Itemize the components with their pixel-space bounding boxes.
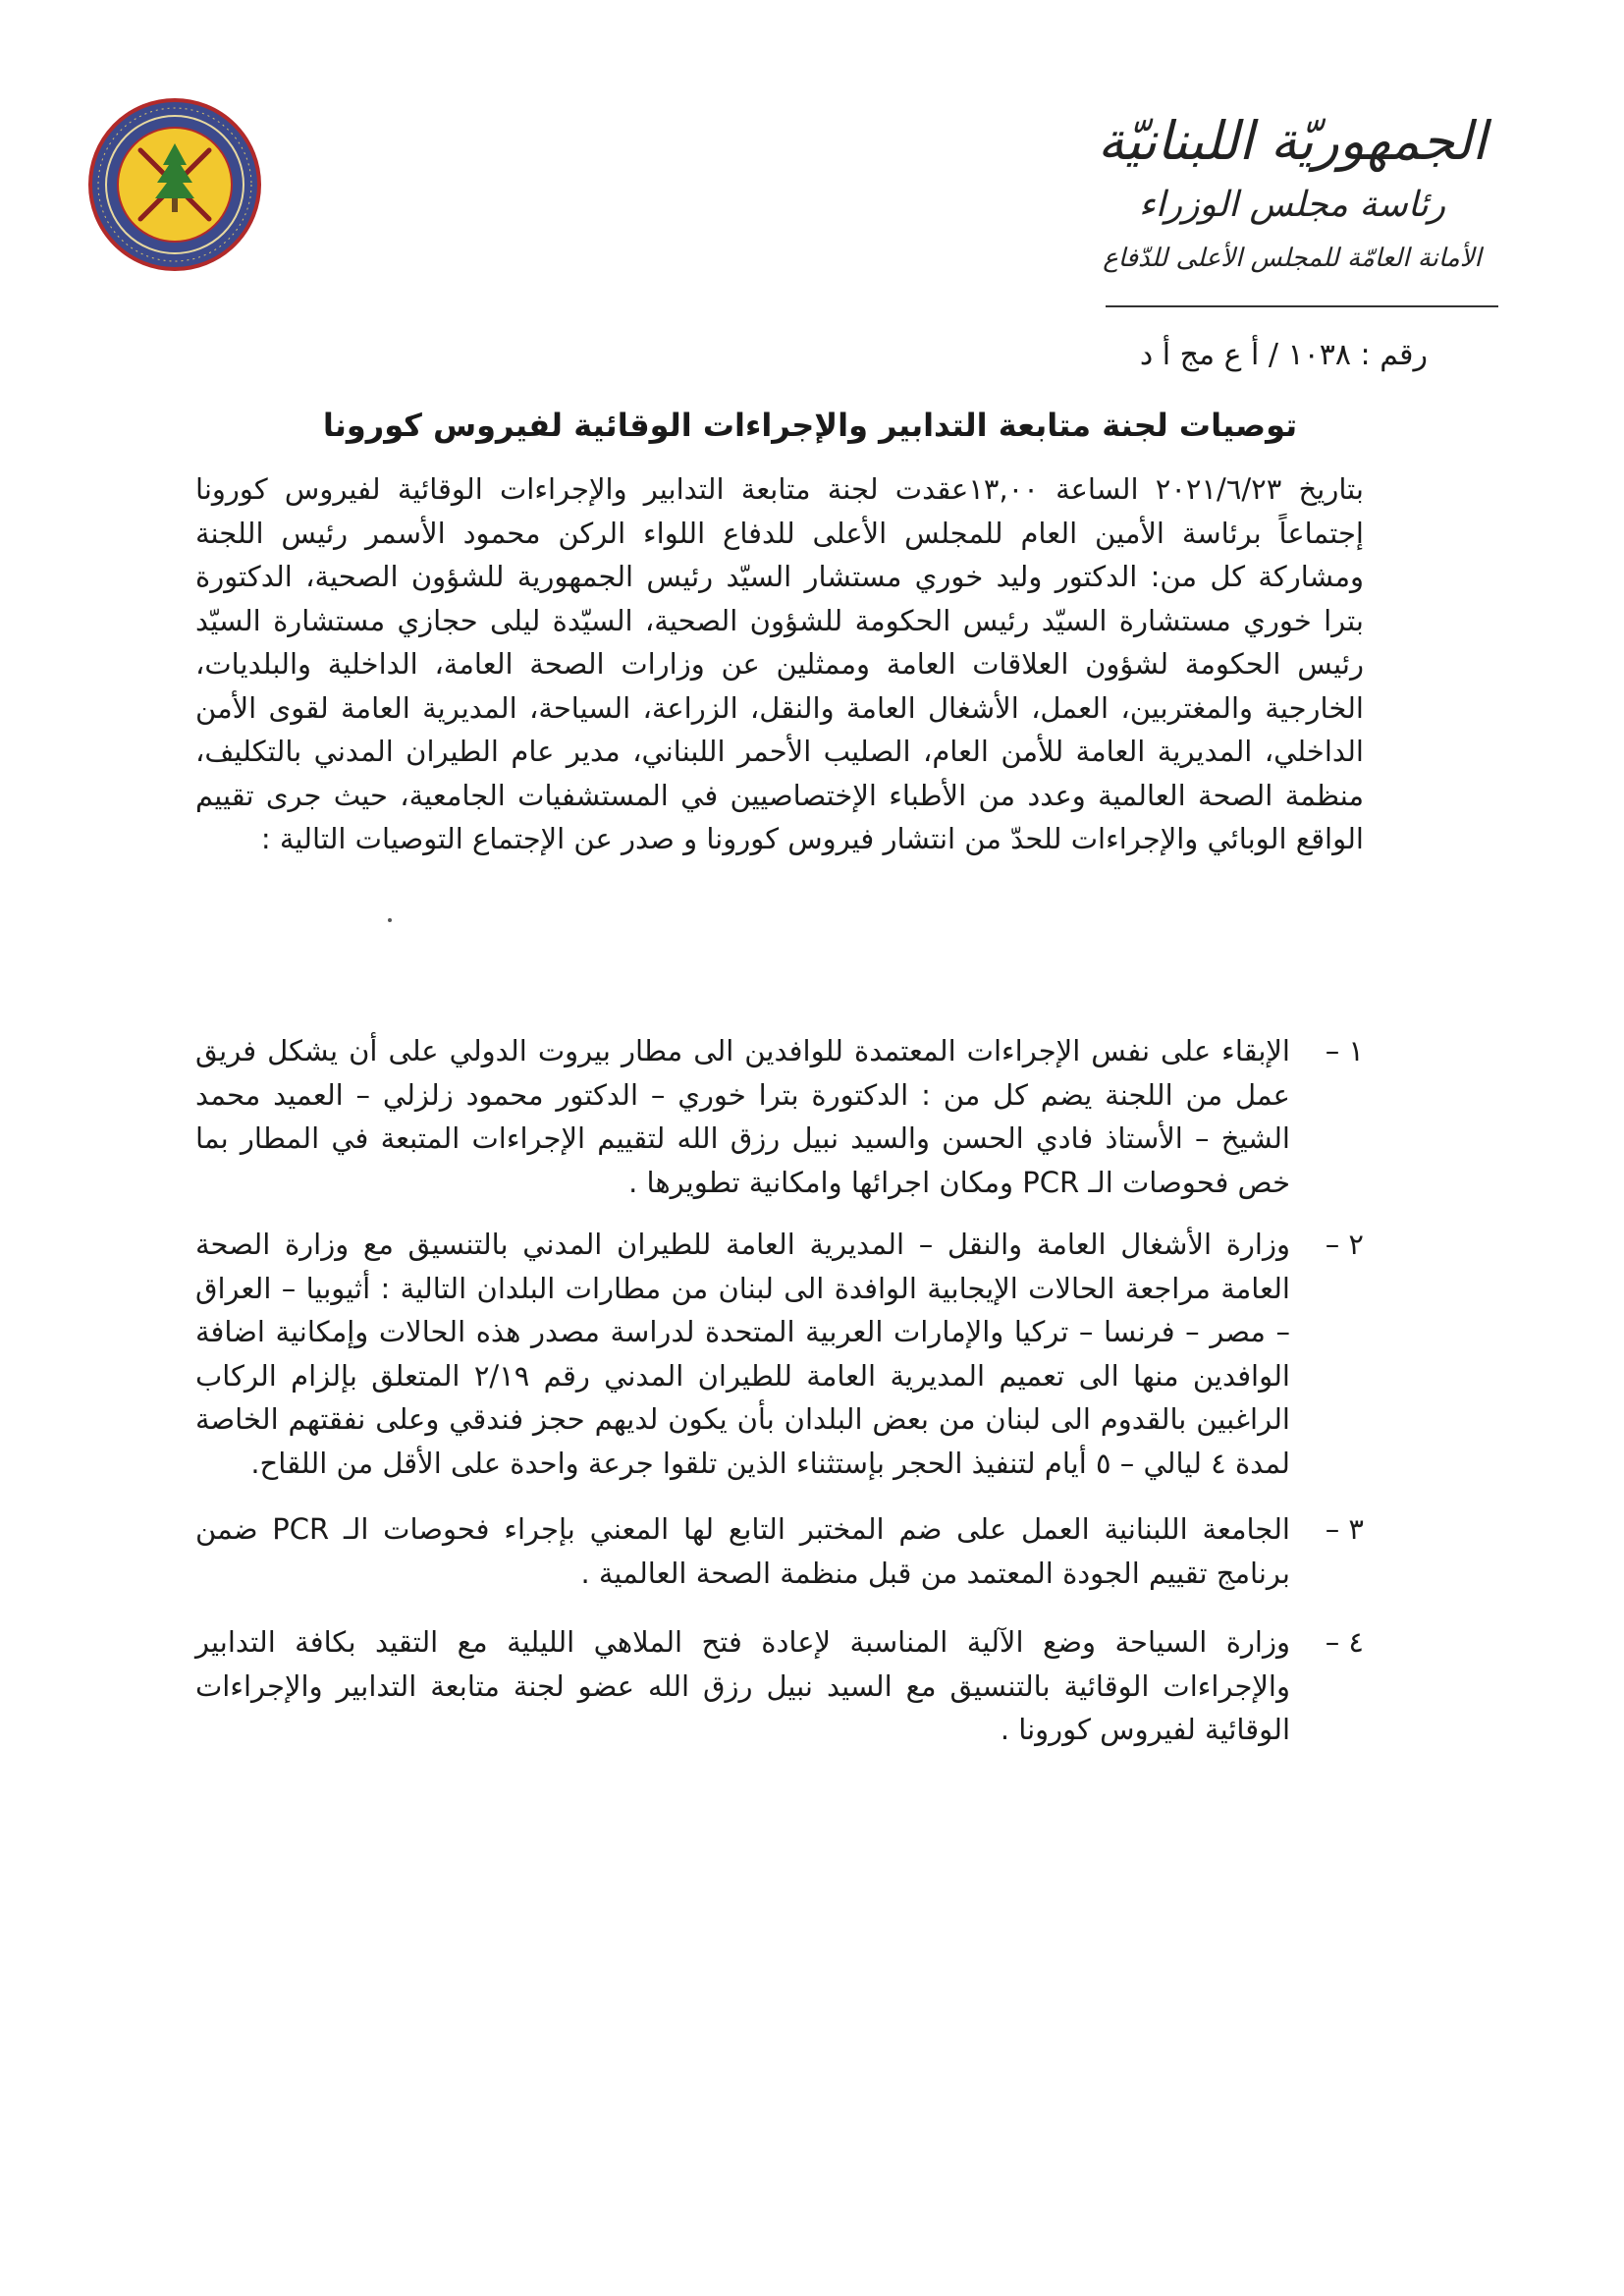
recommendation-text: الإبقاء على نفس الإجراءات المعتمدة للوافدين الى مطار بيروت الدولي على أن يشكل فريق عمل من اللجنة يضم كل من : الدكتورة بترا خوري – الدكتور محمود زلزلي – العميد محمد الشيخ – الأستاذ فادي الحسن والسيد نبيل رزق الله لتقييم الإجراءات المتبعة في المطار بما خص فحوصات الـ PCR ومكان اجرائها وامكانية تطويرها . [195,1034,1290,1199]
letterhead-divider [1106,305,1498,307]
letterhead [1066,106,1518,283]
recommendation-number: ١ – [1325,1034,1364,1067]
higher-defense-council-seal-icon [86,96,263,273]
scan-speck [388,918,392,922]
intro-paragraph: بتاريخ ٢٠٢١/٦/٢٣ الساعة ١٣,٠٠عقدت لجنة متابعة التدابير والإجراءات الوقائية لفيروس كورونا إجتماعاً برئاسة الأمين العام للمجلس الأعلى للدفاع اللواء الركن محمود الأسمر رئيس اللجنة ومشاركة كل من: الدكتور وليد خوري مستشار السيّد رئيس الجمهورية للشؤون الصحية، الدكتورة بترا خوري مستشارة السيّد رئيس الحكومة للشؤون الصحية، السيّدة ليلى حجازي مستشارة السيّد رئيس الحكومة لشؤون العلاقات العامة وممثلين عن وزارات الصحة العامة، الداخلية والبلديات، الخارجية والمغتربين، العمل، الأشغال العامة والنقل، الزراعة، السياحة، المديرية العامة لقوى الأمن الداخلي، المديرية العامة للأمن العام، الصليب الأحمر اللبناني، مدير عام الطيران المدني بالتكليف، منظمة الصحة العالمية وعدد من الأطباء الإختصاصيين في المستشفيات الجامعية، حيث جرى تقييم الواقع الوبائي والإجراءات للحدّ من انتشار فيروس كورونا و صدر عن الإجتماع التوصيات التالية : [195,472,1365,855]
letterhead-secretariat: الأمانة العامّة للمجلس الأعلى للدّفاع [1103,244,1482,273]
recommendation-text: وزارة الأشغال العامة والنقل – المديرية العامة للطيران المدني بالتنسيق مع وزارة الصحة العامة مراجعة الحالات الإيجابية الوافدة الى لبنان من مطارات البلدان التالية : أثيوبيا – العراق – مصر – فرنسا – تركيا والإمارات العربية المتحدة لدراسة مصدر هذه الحالات وإمكانية اضافة الوافدين منها الى تعميم المديرية العامة للطيران المدني رقم ٢/١٩ المتعلق بإلزام الركاب الراغبين بالقدوم الى لبنان من بعض البلدان بأن يكون لديهم حجز فندقي وعلى نفقتهم الخاصة لمدة ٤ ليالي – ٥ أيام لتنفيذ الحجر بإستثناء الذين تلقوا جرعة واحدة على الأقل من اللقاح. [195,1228,1290,1480]
recommendation-item [195,1507,1364,1595]
reference-number: رقم : ١٠٣٨ / أ ع مج أ د [1139,338,1428,372]
recommendation-text: الجامعة اللبنانية العمل على ضم المختبر التابع لها المعني بإجراء فحوصات الـ PCR ضمن برنامج تقييم الجودة المعتمد من قبل منظمة الصحة العالمية . [195,1512,1290,1590]
recommendation-item [195,1620,1364,1752]
recommendations-list [195,1029,1364,1752]
recommendation-item [195,1223,1364,1485]
recommendation-number: ٣ – [1325,1512,1364,1546]
recommendation-number: ٢ – [1325,1228,1364,1261]
recommendation-number: ٤ – [1325,1625,1364,1659]
recommendation-item [195,1029,1364,1204]
letterhead-republic: الجمهوريّة اللبنانيّة [1097,110,1488,172]
recommendation-text: وزارة السياحة وضع الآلية المناسبة لإعادة فتح الملاهي الليلية مع التقيد بكافة التدابير والإجراءات الوقائية بالتنسيق مع السيد نبيل رزق الله عضو لجنة متابعة التدابير والإجراءات الوقائية لفيروس كورونا . [195,1625,1290,1746]
letterhead-presidency: رئاسة مجلس الوزراء [1138,185,1446,225]
document-title: توصيات لجنة متابعة التدابير والإجراءات الوقائية لفيروس كورونا [322,407,1298,444]
